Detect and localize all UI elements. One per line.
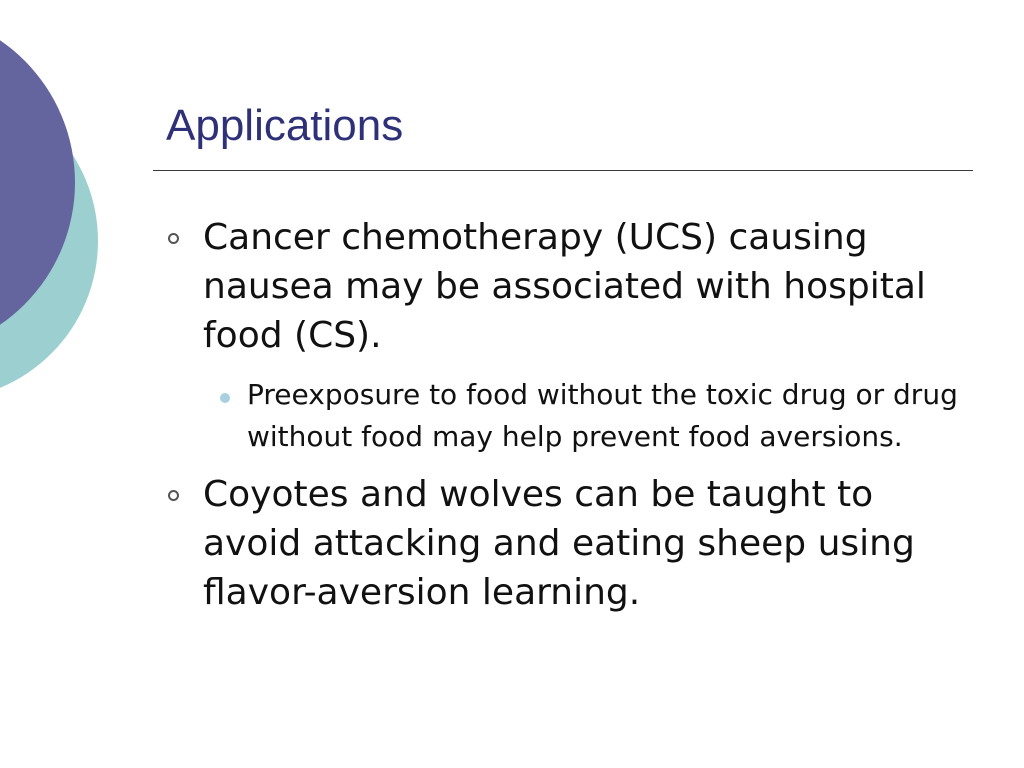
title-divider [153, 170, 973, 171]
hollow-circle-bullet-icon [168, 233, 179, 244]
bullet-item [160, 470, 960, 617]
slide-content [160, 213, 960, 617]
sub-bullet-item [160, 374, 960, 458]
bullet-item [160, 213, 960, 360]
bullet-text: Coyotes and wolves can be taught to avoid attacking and eating sheep using flavor-aversion learning. [203, 474, 915, 613]
sub-bullet-text: Preexposure to food without the toxic drug or drug without food may help prevent food aversions. [247, 378, 958, 453]
slide-title: Applications [166, 101, 404, 150]
bullet-text: Cancer chemotherapy (UCS) causing nausea may be associated with hospital food (CS). [203, 217, 926, 356]
filled-circle-bullet-icon [220, 393, 230, 403]
hollow-circle-bullet-icon [168, 490, 179, 501]
